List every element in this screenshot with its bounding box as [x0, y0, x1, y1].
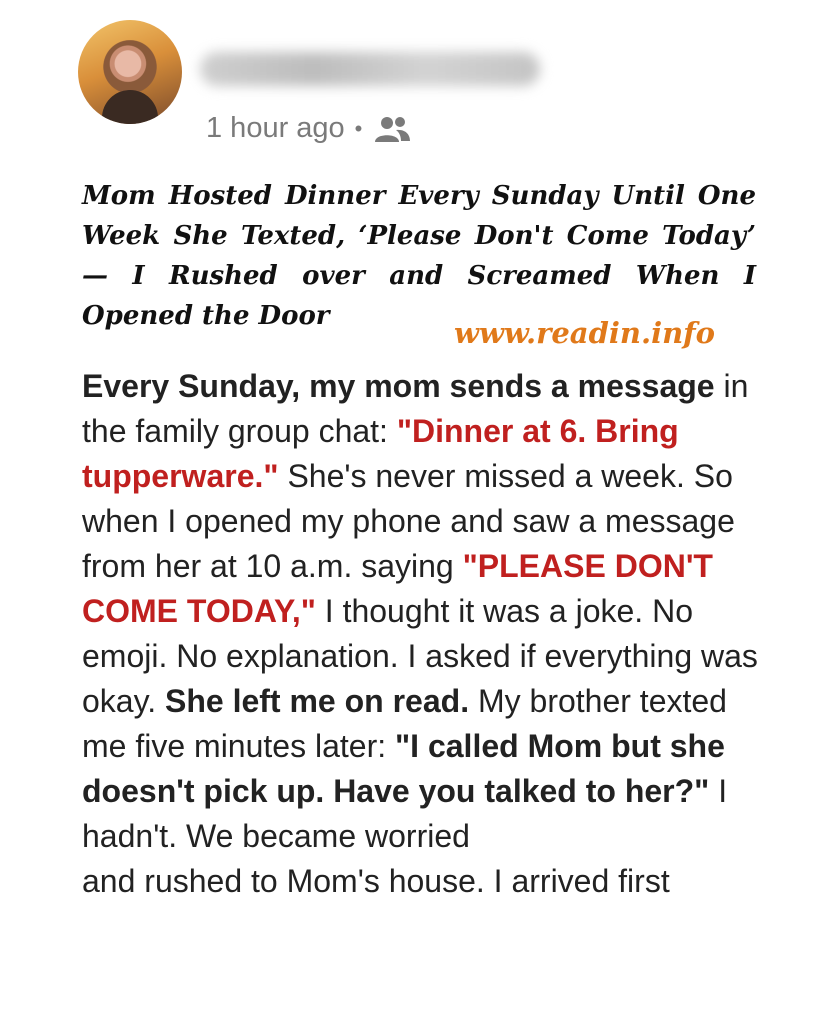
avatar-figure — [102, 90, 158, 124]
article-title[interactable]: Mom Hosted Dinner Every Sunday Until One Week She Texted, ‘Please Don't Come Today’ — I Rushed over and Screamed When I Opened the Door — [82, 181, 756, 331]
friends-group-icon[interactable] — [372, 114, 412, 144]
story-segment: She's never missed a week. So when I opened my phone and saw a message from her at 10 a.m. saying — [82, 458, 735, 584]
post-meta — [206, 112, 412, 145]
story-segment: in the family group chat: — [82, 368, 749, 449]
story-segment: and rushed to Mom's house. I arrived first — [82, 863, 670, 899]
story-segment: I hadn't. We became worried — [82, 773, 728, 854]
story-text — [82, 364, 772, 904]
username-blurred[interactable] — [200, 52, 540, 86]
story-segment: "I called Mom but she doesn't pick up. Have you talked to her?" — [82, 728, 725, 809]
site-watermark: www.readin.info — [454, 316, 715, 350]
meta-separator: • — [354, 115, 363, 141]
story-segment: She left me on read. — [165, 683, 470, 719]
post-time[interactable]: 1 hour ago — [206, 112, 345, 144]
story-segment: Every Sunday, my mom sends a message — [82, 368, 715, 404]
quote-red: "PLEASE DON'T COME TODAY," — [82, 548, 713, 629]
story-segment: I thought it was a joke. No emoji. No explanation. I asked if everything was okay. — [82, 593, 758, 719]
avatar[interactable] — [78, 20, 182, 124]
quote-red: "Dinner at 6. Bring tupperware." — [82, 413, 679, 494]
story-segment: My brother texted me five minutes later: — [82, 683, 727, 764]
post-header — [78, 20, 818, 150]
